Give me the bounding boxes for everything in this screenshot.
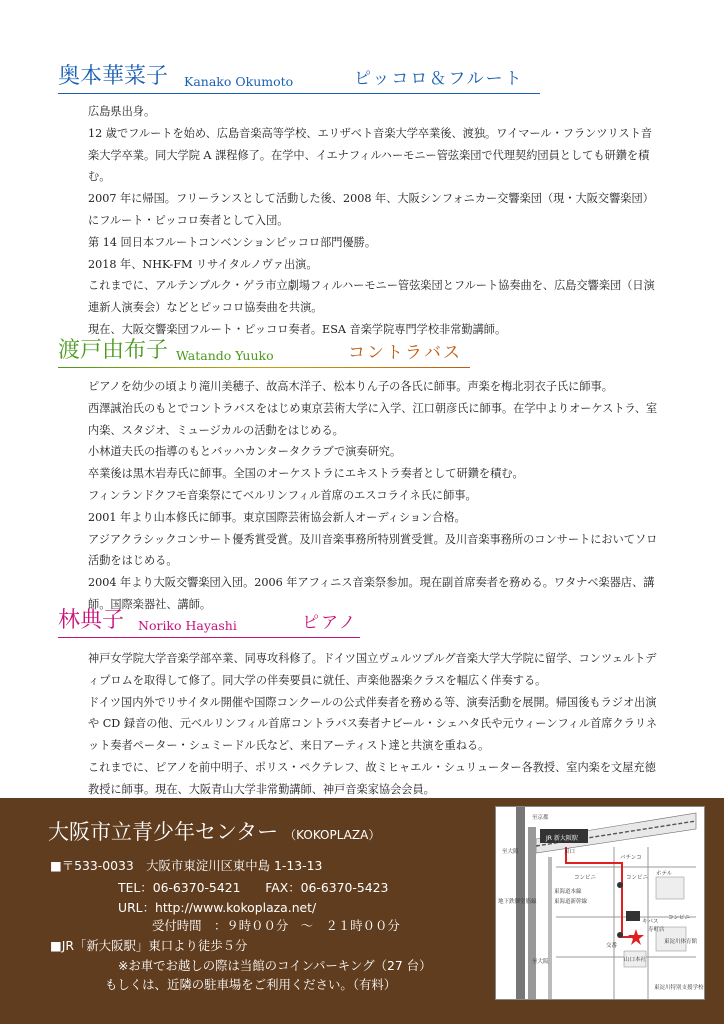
bio-line: 西澤誠治氏のもとでコントラバスをはじめ東京芸術大学に入学、江口朝彦氏に師事。在学中よりオーケストラ、室内楽、スタジオ、ミュージカルの活動をはじめる。: [88, 401, 658, 437]
venue-address: ■〒533-0033 大阪市東淀川区東中島 1-13-13: [50, 858, 323, 873]
map-label: コンビニ: [574, 875, 597, 881]
performer-name: 奥本華菜子: [58, 64, 169, 89]
venue-hours: 受付時間 ：９時００分 ～ ２１時００分: [152, 918, 400, 933]
performer-heading: [58, 608, 668, 638]
map-label: ホテル: [656, 871, 673, 877]
map-label: パチンコ: [620, 855, 642, 861]
bio-line: これまでに、アルテンブルク・ゲラ市立劇場フィルハーモニー管弦楽団とフルート協奏曲を、広島交響楽団（日演連新人演奏会）などとピッコロ協奏曲を共演。: [88, 279, 655, 315]
map-label: 東海道新幹線: [554, 899, 588, 905]
map-label: 東淀川体育館: [664, 939, 698, 945]
venue-name: 大阪市立青少年センター: [48, 820, 279, 844]
performer-instrument: コントラバス: [348, 343, 462, 363]
venue-tel-fax: TEL：06-6370-5421 FAX：06-6370-5423: [118, 880, 389, 895]
performer-roman-name: Watando Yuuko: [176, 348, 274, 363]
bio-line: アジアクラシックコンサート優秀賞受賞。及川音楽事務所特別賞受賞。及川音楽事務所のコンサートにおいてソロ活動をはじめる。: [88, 532, 658, 568]
performer-name: 林典子: [58, 608, 125, 633]
map-label: キバス: [642, 919, 659, 925]
performer-section-okumoto: [58, 64, 668, 94]
bio-line: 現在、大阪交響楽団フルート・ピッコロ奏者。ESA 音楽学院専門学校非常勤講師。: [88, 322, 507, 336]
venue-parking-1: ※お車でお越しの際は当館のコインパーキング（27 台）: [118, 958, 432, 973]
venue-url[interactable]: URL：http://www.kokoplaza.net/: [118, 900, 317, 915]
performer-section-watando: [58, 338, 668, 368]
map-label: コンビニ: [626, 875, 649, 881]
bio-line: フィンランドクフモ音楽祭にてベルリンフィル首席のエスコライネ氏に師事。: [88, 488, 477, 502]
performer-instrument: ピッコロ＆フルート: [354, 69, 524, 89]
bio-line: 2007 年に帰国。フリーランスとして活動した後、2008 年、大阪シンフォニカー交響楽団（現・大阪交響楽団）にフルート・ピッコロ奏者として入団。: [88, 192, 654, 227]
performer-roman-name: Kanako Okumoto: [184, 74, 294, 89]
bio-line: ピアノを幼少の頃より滝川美穂子、故高木洋子、松本りん子の各氏に師事。声楽を梅北羽衣子氏に師事。: [88, 380, 613, 393]
map-label: 至大阪: [502, 849, 519, 855]
venue-parking-2: もしくは、近隣の駐車場をご利用ください。（有料）: [105, 977, 397, 992]
bio-line: 神戸女学院大学音楽学部卒業、同専攻科修了。ドイツ国立ヴュルツブルグ音楽大学大学院に留学、コンツェルトディプロムを取得して修了。同大学の伴奏要員に就任、声楽他器楽クラスを幅広く伴奏する。: [88, 652, 657, 687]
bio-line: 広島県出身。: [88, 105, 156, 118]
bio-line: ドイツ国内外でリサイタル開催や国際コンクールの公式伴奏者を務める等、演奏活動を展開。帰国後もラジオ出演や CD 録音の他、元ベルリンフィル首席コントラバス奏者ナビール・シェハタ氏や元ウィーンフィル首席クラリネット奏者ペーター・シュミードル氏など、来日アーティスト達と共演を重ねる。: [88, 695, 658, 753]
bio-line: 2018 年、NHK-FM リサイタルノヴァ出演。: [88, 257, 318, 271]
performer-bio-watando: [88, 376, 663, 616]
map-label: 至京都: [532, 815, 549, 821]
performer-bio-hayashi: [88, 648, 663, 801]
map-label-station: JR 新大阪駅: [546, 835, 578, 842]
map-label: 交番: [606, 943, 618, 949]
map-label: 東淀川特別支援学校: [654, 985, 704, 991]
heading-underline: [58, 93, 540, 95]
bio-line: 2004 年より大阪交響楽団入団。2006 年アフィニス音楽祭参加。現在副首席奏者を務める。ワタナベ楽器店、講師。国際楽器社、講師。: [88, 576, 655, 611]
venue-title: [48, 816, 380, 846]
performer-instrument: ピアノ: [302, 613, 358, 633]
bio-line: 第 14 回日本フルートコンベンションピッコロ部門優勝。: [88, 235, 377, 249]
map-label-exit: 東口: [564, 849, 576, 855]
access-map: [495, 806, 705, 1000]
performer-section-hayashi: [58, 608, 668, 638]
performer-heading: [58, 338, 668, 368]
bio-line: 卒業後は黒木岩寿氏に師事。全国のオーケストラにエキストラ奏者として研鑽を積む。: [88, 467, 524, 481]
venue-subtitle: （KOKOPLAZA）: [284, 828, 381, 842]
map-label: 至大阪: [532, 959, 549, 965]
performer-heading: [58, 64, 668, 94]
map-label: コンビニ: [668, 915, 691, 921]
bio-line: 12 歳でフルートを始め、広島音楽高等学校、エリザベト音楽大学卒業後、渡独。ワイマール・フランツリスト音楽大学卒業。同大学院 A 課程修了。在学中、イエナフィルハーモニー管弦楽団で代理契約団員としても研鑽を積む。: [88, 126, 653, 184]
performer-name: 渡戸由布子: [58, 338, 169, 363]
bio-line: 小林道夫氏の指導のもとバッハカンタータクラブで演奏研究。: [88, 445, 402, 459]
performer-bio-okumoto: [88, 101, 663, 341]
performer-roman-name: Noriko Hayashi: [138, 618, 237, 633]
heading-underline: [58, 637, 360, 639]
map-label: 寿町店: [648, 927, 665, 933]
map-label: 山口本社: [624, 957, 647, 963]
venue-access: ■JR「新大阪駅」東口より徒歩５分: [50, 938, 248, 953]
map-label: 地下鉄御堂筋線: [498, 899, 537, 905]
bio-line: これまでに、ピアノを前中明子、ポリス・ペクテレフ、故ミヒャエル・シュリューター各教授、室内楽を文屋充徳教授に師事。現在、大阪青山大学非常勤講師、神戸音楽家協会会員。: [88, 760, 656, 796]
map-label: 東海道本線: [554, 889, 582, 895]
bio-line: 2001 年より山本修氏に師事。東京国際芸術協会新人オーディション合格。: [88, 510, 466, 524]
heading-underline: [58, 367, 470, 369]
